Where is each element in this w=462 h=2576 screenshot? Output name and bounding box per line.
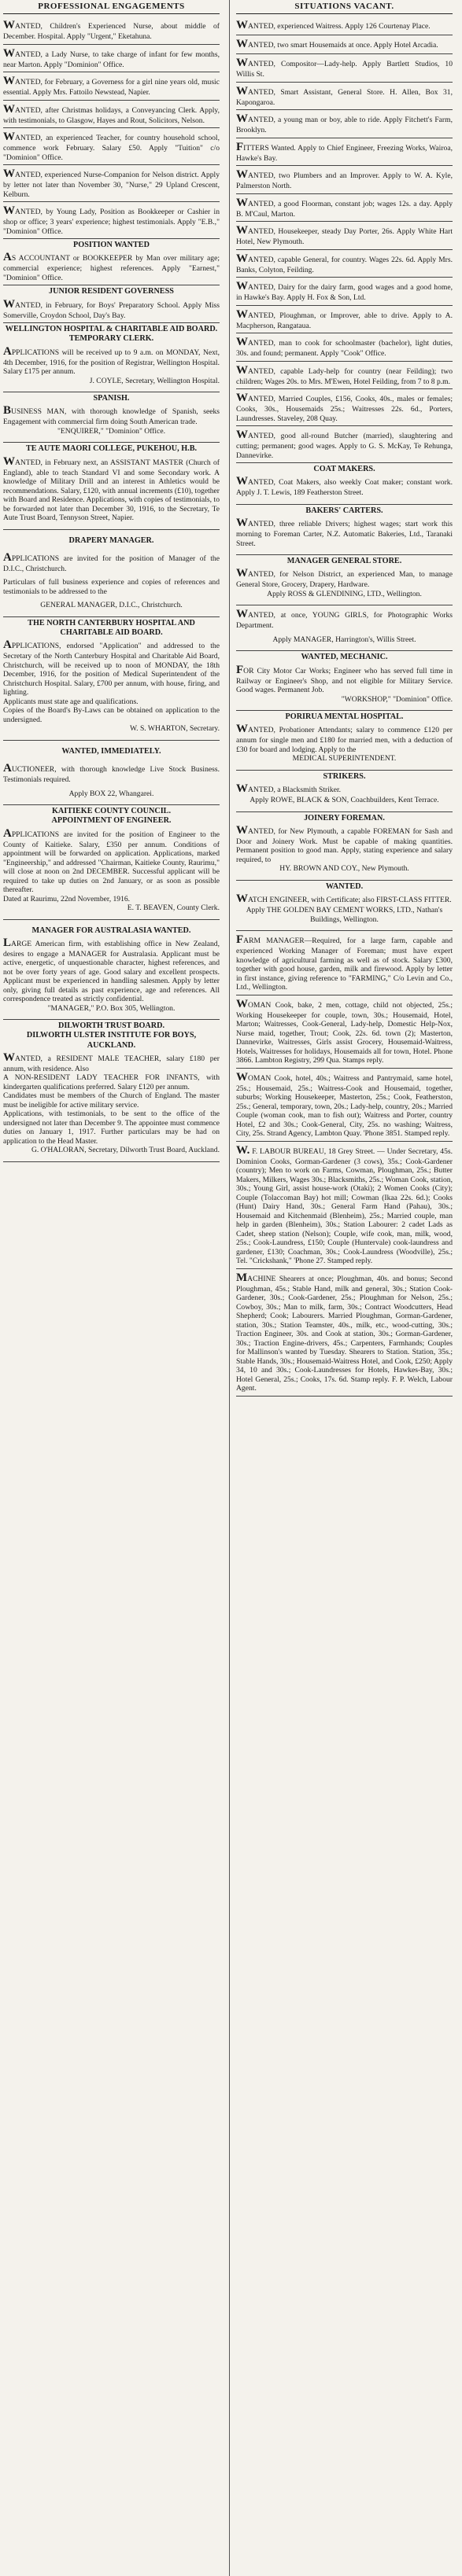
right-column-header: SITUATIONS VACANT. [236, 0, 453, 14]
ad-ploughman: WANTED, Ploughman, or Improver, able to drive. Apply to A. Macpherson, Rangataua. [236, 306, 453, 334]
ad-lady-help: WANTED, capable Lady-help for country (near Feilding); two children; Wages 20s. to Mrs. M'Ewen, Hotel Feilding, from 7 to 8 p.m. [236, 362, 453, 390]
ad-housemaids: WANTED, two smart Housemaids at once. Apply Hotel Arcadia. [236, 35, 453, 54]
ad-fitters: FITTERS Wanted. Apply to Chief Engineer, Freezing Works, Wairoa, Hawke's Bay. [236, 138, 453, 167]
ad-junior-governess: JUNIOR RESIDENT GOVERNESS WANTED, in February, for Boys' Preparatory School. Apply Miss Somerville, Croydon School, Day's Bay. [3, 285, 220, 323]
ad-porirua-hospital: PORIRUA MENTAL HOSPITAL. WANTED, Probationer Attendants; salary to commence £120 per annum for single men and £180 for married men, with a deduction of £30 for board and lodging. Apply to the MEDICAL SUPERINTENDENT. [236, 711, 453, 771]
ad-general: WANTED, capable General, for country. Wages 22s. 6d. Apply Mrs. Banks, Colyton, Feilding. [236, 250, 453, 278]
ad-governess: WANTED, for February, a Governess for a girl nine years old, music essential. Apply Mrs. Fattoilo Newstead, Napier. [3, 72, 220, 101]
ad-dilworth-trust: DILWORTH TRUST BOARD. DILWORTH ULSTER INSTITUTE FOR BOYS, AUCKLAND. WANTED, a RESIDENT MALE TEACHER, salary £180 per annum, with residence. Also A NON-RESIDENT LADY TEACHER FOR INFANTS, with kindergarten qualifications preferred. Salary £120 per annum. Candidates must be members of the Church of England. The master must be ineligible for active military service. Applications, with testimonials, to be sent to the office of the undersigned not later than December 9. The appointee must commence duties on January 1, 1917. Further particulars may be had on application to the Head Master. G. O'HALORAN, Secretary, Dilworth Trust Board, Auckland. [3, 1020, 220, 1162]
ad-childrens-nurse: WANTED, Children's Experienced Nurse, about middle of December. Hospital. Apply "Urgent," Eketahuna. [3, 17, 220, 45]
ad-coat-makers: COAT MAKERS. WANTED, Coat Makers, also weekly Coat maker; constant work. Apply J. T. Lewis, 189 Featherston Street. [236, 463, 453, 505]
ad-waitress: WANTED, experienced Waitress. Apply 126 Courtenay Place. [236, 17, 453, 35]
ad-young-man: WANTED, a young man or boy, able to ride. Apply Fitchett's Farm, Brooklyn. [236, 110, 453, 138]
ad-mechanic: WANTED, MECHANIC. FOR City Motor Car Works; Engineer who has served full time in Railway or Engineer's Shop, and not eligible for Military Service. Good wages. Permanent Job. "WORKSHOP," "Dominion" Office. [236, 651, 453, 711]
ad-manager-australasia: MANAGER FOR AUSTRALASIA WANTED. LARGE American firm, with establishing office in New Zealand, desires to engage a MANAGER for Australasia. Applicant must be active, energetic, of unquestionable character, highest references, and not be over forty years of age. Good salary and excellent prospects. Applicant must be experienced in handling salesmen. Apply by letter only, giving full details as past experience, age and references. All correspondence treated as strictly confidential. "MANAGER," P.O. Box 305, Wellington. [3, 920, 220, 1021]
ad-labour-bureau: W. F. LABOUR BUREAU, 18 Grey Street. — Under Secretary, 45s. Dominion Cooks, Gorman-Gardener (3 cows), 35s.; Cook-Gardener (country); Men to work on Farms, Cowman, Ploughman, 25s.; Butter Makers, Milkers, Wages 30s.; Blacksmiths, 25s.; Woman Cook, station, 30s.; Young Girl, assist house-work (Otaki); 2 Women Cooks (City); Couple (Tolaccoman Bay) hot mill; Cowman (Ikaa 22s. 6d.); Cooks (Hunt) Dairy Hand, 30s.; General Farm Hand (Pahau), 30s.; Housemaid and Kitchenmaid (Blenheim), 25s.; Married couple, man help in garden (Blenheim), 30s.; Station Labourer: 2 cadet Lads as Cadet, sheep station (Nelson); Couple, wife cook, man, milk, wood, 25s.; Cook-Laundress, £150; Couple (Huntervale) cook-laundress and gardener, £130; Coachman, 30s.; Cook-Laundress (Woodville), 25s.; Tel. "Crickshank," 'Phone 27. Stamped reply. [236, 1142, 453, 1269]
ad-day-porter: WANTED, Housekeeper, steady Day Porter, 26s. Apply White Hart Hotel, New Plymouth. [236, 222, 453, 250]
ad-te-aute-college: TE AUTE MAORI COLLEGE, PUKEHOU, H.B. WANTED, in February next, an ASSISTANT MASTER (Church of England), able to teach Standard VI and some Secondary work. A knowledge of Military Drill and an interest in Athletics would be recommendations. Salary, £120, with annual increments (£10), together with Board and Residence. Applications, with copies of testimonials, to be forwarded not later than December 30, 1916, to the Secretary, Te Aute Trust Board, Tennyson Street, Napier. [3, 443, 220, 529]
right-column [233, 0, 456, 1397]
ad-bookkeeper-lady: WANTED, by Young Lady, Position as Bookkeeper or Cashier in shop or office; 3 years' experience; highest testimonials. Apply "E.B.," "Dominion" Office. [3, 202, 220, 239]
ad-floorman: WANTED, a good Floorman, constant job; wages 12s. a day. Apply B. M'Caul, Marton. [236, 194, 453, 223]
ad-accountant: POSITION WANTED AS ACCOUNTANT or BOOKKEEPER by Man over military age; commercial experience; highest references. Apply "Earnest," "Dominion" Office. [3, 239, 220, 285]
left-column-header: PROFESSIONAL ENGAGEMENTS [3, 0, 220, 14]
ad-dairy: WANTED, Dairy for the dairy farm, good wages and a good home, in Hawke's Bay. Apply H. Fox & Son, Ltd. [236, 278, 453, 306]
ad-store-assistant: WANTED, Smart Assistant, General Store. H. Allen, Box 31, Kapongaroa. [236, 83, 453, 111]
ad-drapery-manager: DRAPERY MANAGER. APPLICATIONS are invited for the position of Manager of the D.I.C., Christchurch. Particulars of full business experience and copies of references and testimonials to be addressed to the GENERAL MANAGER, D.I.C., Christchurch. [3, 530, 220, 617]
ad-north-canterbury-hospital: THE NORTH CANTERBURY HOSPITAL AND CHARITABLE AID BOARD. APPLICATIONS, endorsed "Application" and addressed to the Secretary of the North Canterbury Hospital and Charitable Aid Board, Christchurch, will be received up to noon of MONDAY, the 18th December, 1916, for the position of Medical Superintendent of the Christchurch Hospital. Salary, £700 per annum, with house, firing, and lighting. Applicants must state age and qualifications. Copies of the Board's By-Laws can be obtained on application to the undersigned. W. S. WHARTON, Secretary. [3, 617, 220, 741]
ad-strikers: STRIKERS. WANTED, a Blacksmith Striker. Apply ROWE, BLACK & SON, Coachbuilders, Kent Terrace. [236, 771, 453, 812]
ad-teacher: WANTED, an experienced Teacher, for country household school, commence work February. Salary £50. Apply "Tuition" c/o "Dominion" Office. [3, 128, 220, 165]
ad-spanish: SPANISH. BUSINESS MAN, with thorough knowledge of Spanish, seeks Engagement with commercial firm doing South American trade. "ENQUIRER," "Dominion" Office. [3, 392, 220, 443]
ad-strand-agency: WOMAN Cook, hotel, 40s.; Waitress and Pantrymaid, same hotel, 25s.; Housemaid, 25s.; Waitress-Cook and Housemaid, together, suburbs; Working Housekeeper, Masterton, 25s.; Cook, Featherston, 25s.; General, temporary, town, 20s.; Lady-help, country, 20s.; Married Couple (woman cook, man to fish out); Waitress and Porter, country Hotel, £2 and 30s.; Cook-General, City, 25s. no washing; Waitress, City, 25s. Strand Agency, Lambton Quay. 'Phone 3851. Stamped reply. [236, 1069, 453, 1142]
ad-compositor: WANTED, Compositor—Lady-help. Apply Bartlett Studios, 10 Willis St. [236, 54, 453, 83]
ad-butcher: WANTED, good all-round Butcher (married), slaughtering and cutting; permanent; good wages. Apply to G. S. McKay, Te Rehunga, Dannevirke. [236, 426, 453, 463]
ad-nurse-companion: WANTED, experienced Nurse-Companion for Nelson district. Apply by letter not later than November 30, "Nurse," 29 Upland Crescent, Kelburn. [3, 165, 220, 202]
ad-cook-schoolmaster: WANTED, man to cook for schoolmaster (bachelor), light duties, 30s. and found; permanent. Apply "Cook" Office. [236, 333, 453, 362]
ad-lambton-registry: WOMAN Cook, bake, 2 men, cottage, child not objected, 25s.; Working Housekeeper for couple, town, 30s.; Housemaid, Hotel, Marton; Waitresses, Cook-General, Lady-help, Domestic Help-Nox, Nurse maid, together, Trout; Cook, 22s. 6d. town (2); Masterton, Dannevirke, Waitresses, Girls assist Grocery, Housemaid-Waitress, Hotels, Waitresses for holidays, Housemaids all for town, Hotel. Phone 3866. Lambton Registry, 299 Qua. Stamps reply. [236, 995, 453, 1069]
column-divider [229, 0, 230, 2576]
ad-farm-manager: FARM MANAGER—Required, for a large farm, capable and experienced Working Manager of Foreman; must have expert knowledge of agricultural farming as well as of stock. Salary £300, together with good house, garden, milk and firewood. Apply by letter in first instance, giving reference to "FARMING," C/o Levin and Co., Ltd., Wellington. [236, 931, 453, 995]
ad-watch-engineer: WANTED. WATCH ENGINEER, with Certificate; also FIRST-CLASS FITTER. Apply THE GOLDEN BAY CEMENT WORKS, LTD., Nathan's Buildings, Wellington. [236, 881, 453, 931]
ad-lady-nurse: WANTED, a Lady Nurse, to take charge of infant for few months, near Marton. Apply "Dominion" Office. [3, 45, 220, 73]
ad-conveyancing-clerk: WANTED, after Christmas holidays, a Conveyancing Clerk. Apply, with testimonials, to Glasgow, Hayes and Rout, Solicitors, Nelson. [3, 101, 220, 129]
ad-bakers-carters: BAKERS' CARTERS. WANTED, three reliable Drivers; highest wages; start work this morning to Foreman Carter, N.Z. Automatic Bakeries, Ltd., Taranaki Street. [236, 505, 453, 555]
ad-wellington-hospital: WELLINGTON HOSPITAL & CHARITABLE AID BOARD. TEMPORARY CLERK. APPLICATIONS will be received up to 9 a.m. on MONDAY, Next, 4th December, 1916, for the position of Registrar, Wellington Hospital. Salary £175 per annum. J. COYLE, Secretary, Wellington Hospital. [3, 323, 220, 392]
ad-machine-shearers: MACHINE Shearers at once; Ploughman, 40s. and bonus; Second Ploughman, 45s.; Stable Hand, milk and general, 30s.; Station Cook-Gardener, 30s.; Cook-Gardener, 25s.; Ploughman for Nelson, 25s.; Cowboy, 30s.; Man to milk, farm, 30s.; Contract Woodcutters, Head Shepherd; Cook; Labourers. Married Ploughman, Gorman-Gardener, station, 30s.; Station Teamster, 40s., milk, etc., wood-cutting, 30s.; Traction Engineer, 30s. and Cook at station, 30s.; Gorman-Gardener, 30s.; Traction Engine-drivers, 45s.; Carpenters, Farmhands; Couples for Mallinson's wanted by Tuesday. Shearers to Station. Station, 35s.; Stable Hands, 30s.; Housemaid-Waitress Hotel, and Cook, £250; Apply 34, 10 and 30s.; Cook-Laundresses for Hotels, Hawkes-Bay, 30s.; Hotel General, 25s.; Cooks, 17s. 6d. Stamp reply. F. P. Welch, Labour Agent. [236, 1269, 453, 1397]
ad-general-store-manager: MANAGER GENERAL STORE. WANTED, for Nelson District, an experienced Man, to manage General Store, Grocery, Drapery, Hardware. Apply ROSS & GLENDINING, LTD., Wellington. [236, 555, 453, 605]
ad-married-couples: WANTED, Married Couples, £156, Cooks, 40s., males or females; Cooks, 30s., Housemaids 25s.; Waitresses 22s. 6d., Porters, Laundresses. Staveley, 208 Quay. [236, 389, 453, 426]
ad-young-girls: WANTED, at once, YOUNG GIRLS, for Photographic Works Department. Apply MANAGER, Harrington's, Willis Street. [236, 605, 453, 651]
ad-plumbers: WANTED, two Plumbers and an Improver. Apply to W. A. Kyle, Palmerston North. [236, 166, 453, 194]
ad-auctioneer: WANTED, IMMEDIATELY. AUCTIONEER, with thorough knowledge Live Stock Business. Testimonials required. Apply BOX 22, Whangarei. [3, 741, 220, 805]
ad-kaitieke-county: KAITIEKE COUNTY COUNCIL. APPOINTMENT OF ENGINEER. APPLICATIONS are invited for the position of Engineer to the County of Kaitieke. Salary, £350 per annum. Conditions of appointment will be forwarded on application. Applications, marked "Engineership," and addressed "Chairman, Kaitieke County, Raurimu," will close at noon on 2nd DECEMBER. Successful applicant will be required to take up duties on 2nd January, or as soon as possible thereafter. Dated at Raurimu, 22nd November, 1916. E. T. BEAVEN, County Clerk. [3, 805, 220, 919]
left-column [0, 0, 223, 1162]
ad-joinery-foreman: JOINERY FOREMAN. WANTED, for New Plymouth, a capable FOREMAN for Sash and Door and Joinery Work. Must be capable of making quantities. Permanent position to good man. Apply, stating experience and salary required, to HY. BROWN AND COY., New Plymouth. [236, 812, 453, 881]
